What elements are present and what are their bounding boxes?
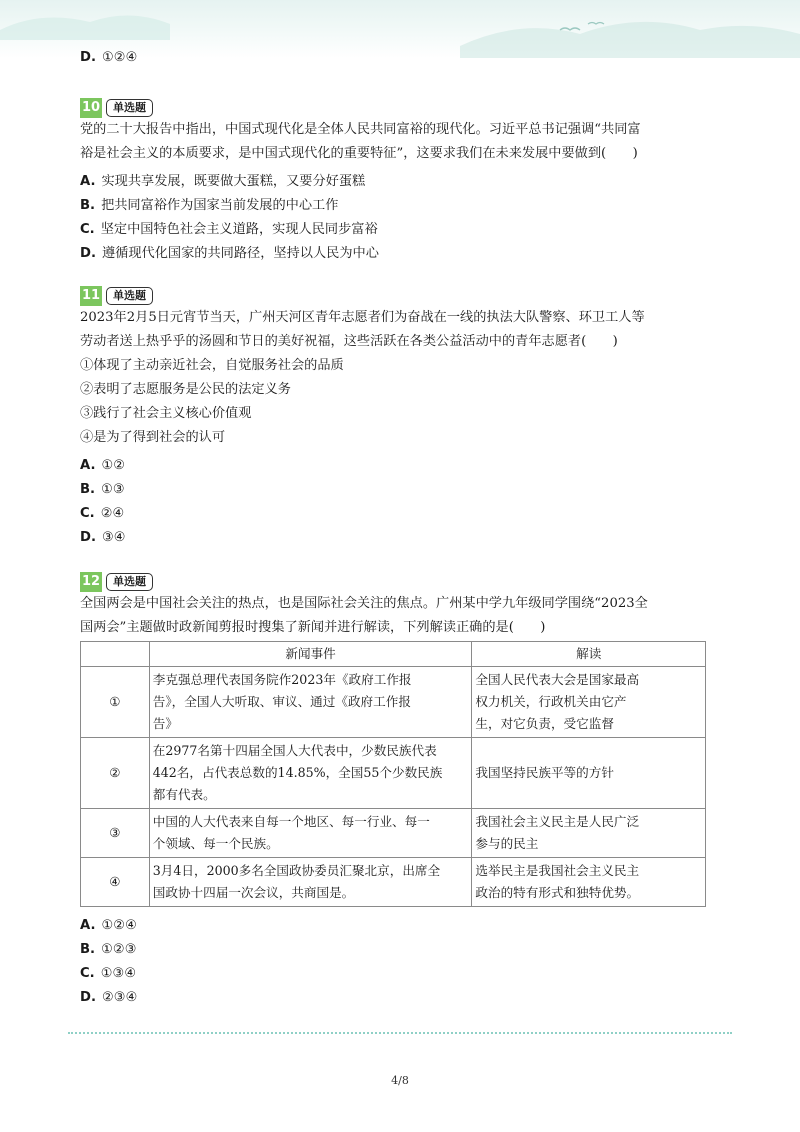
page-number: 4/8 [391, 1074, 409, 1087]
news-event-cell: 在2977名第十四届全国人大代表中，少数民族代表 442名，占代表总数的14.85%，全国55个少数民族 都有代表。 [149, 738, 472, 809]
question-stem-line: 全国两会是中国社会关注的热点，也是国际社会关注的焦点。广州某中学九年级同学围绕“2023全 [80, 596, 648, 611]
option-a[interactable]: A. 实现共享发展，既要做大蛋糕，又要分好蛋糕 [80, 174, 366, 189]
question-number: 11 [80, 286, 102, 306]
table-header-cell [81, 642, 150, 667]
footer-divider [68, 1032, 732, 1034]
table-header-cell: 解读 [472, 642, 706, 667]
statement-line: ④是为了得到社会的认可 [80, 430, 226, 445]
question-10-header [80, 98, 153, 118]
table-row [81, 667, 706, 738]
bird-icon [560, 28, 580, 30]
option-a[interactable]: A. ①②④ [80, 918, 137, 933]
question-number: 12 [80, 572, 102, 592]
statement-line: ③践行了社会主义核心价值观 [80, 406, 252, 421]
question-stem-line: 裕是社会主义的本质要求，是中国式现代化的重要特征”，这要求我们在未来发展中要做到( ) [80, 146, 638, 161]
question-type-badge: 单选题 [106, 287, 153, 305]
option-b[interactable]: B. ①③ [80, 482, 125, 497]
question-type-badge: 单选题 [106, 99, 153, 117]
table-row [81, 738, 706, 809]
option-d[interactable]: D. ②③④ [80, 990, 138, 1005]
bird-icon [588, 23, 604, 25]
table-row [81, 858, 706, 907]
question-12-header [80, 572, 153, 592]
option-c[interactable]: C. ①③④ [80, 966, 137, 981]
news-event-cell: 3月4日，2000多名全国政协委员汇聚北京，出席全 国政协十四届一次会议，共商国是。 [149, 858, 472, 907]
news-event-cell: 李克强总理代表国务院作2023年《政府工作报 告》，全国人大听取、审议、通过《政府工作报 告》 [149, 667, 472, 738]
option-b[interactable]: B. ①②③ [80, 942, 137, 957]
statement-line: ②表明了志愿服务是公民的法定义务 [80, 382, 291, 397]
prev-option-d: D. ①②④ [80, 50, 138, 65]
news-table [80, 641, 706, 907]
cloud-left-shape [0, 15, 170, 40]
question-stem-line: 2023年2月5日元宵节当天，广州天河区青年志愿者们为奋战在一线的执法大队警察、环卫工人等 [80, 310, 645, 325]
question-stem-line: 劳动者送上热乎乎的汤圆和节日的美好祝福，这些活跃在各类公益活动中的青年志愿者( ) [80, 334, 618, 349]
question-stem-line: 国两会”主题做时政新闻剪报时搜集了新闻并进行解读，下列解读正确的是( ) [80, 620, 546, 635]
question-stem-line: 党的二十大报告中指出，中国式现代化是全体人民共同富裕的现代化。习近平总书记强调“共同富 [80, 122, 641, 137]
mountain-right-shape [460, 22, 800, 58]
table-row [81, 809, 706, 858]
question-11-header [80, 286, 153, 306]
option-c[interactable]: C. ②④ [80, 506, 125, 521]
row-number: ② [81, 738, 150, 809]
interpretation-cell: 我国社会主义民主是人民广泛 参与的民主 [472, 809, 706, 858]
news-event-cell: 中国的人大代表来自每一个地区、每一行业、每一 个领域、每一个民族。 [149, 809, 472, 858]
option-a[interactable]: A. ①② [80, 458, 126, 473]
row-number: ① [81, 667, 150, 738]
row-number: ④ [81, 858, 150, 907]
statement-line: ①体现了主动亲近社会，自觉服务社会的品质 [80, 358, 344, 373]
option-d[interactable]: D. ③④ [80, 530, 126, 545]
option-b[interactable]: B. 把共同富裕作为国家当前发展的中心工作 [80, 198, 339, 213]
interpretation-cell: 选举民主是我国社会主义民主 政治的特有形式和独特优势。 [472, 858, 706, 907]
table-header-row [81, 642, 706, 667]
option-d[interactable]: D. 遵循现代化国家的共同路径，坚持以人民为中心 [80, 246, 379, 261]
interpretation-cell: 全国人民代表大会是国家最高 权力机关，行政机关由它产 生，对它负责，受它监督 [472, 667, 706, 738]
option-c[interactable]: C. 坚定中国特色社会主义道路，实现人民同步富裕 [80, 222, 378, 237]
row-number: ③ [81, 809, 150, 858]
question-type-badge: 单选题 [106, 573, 153, 591]
table-header-cell: 新闻事件 [149, 642, 472, 667]
question-number: 10 [80, 98, 102, 118]
interpretation-cell: 我国坚持民族平等的方针 [472, 738, 706, 809]
